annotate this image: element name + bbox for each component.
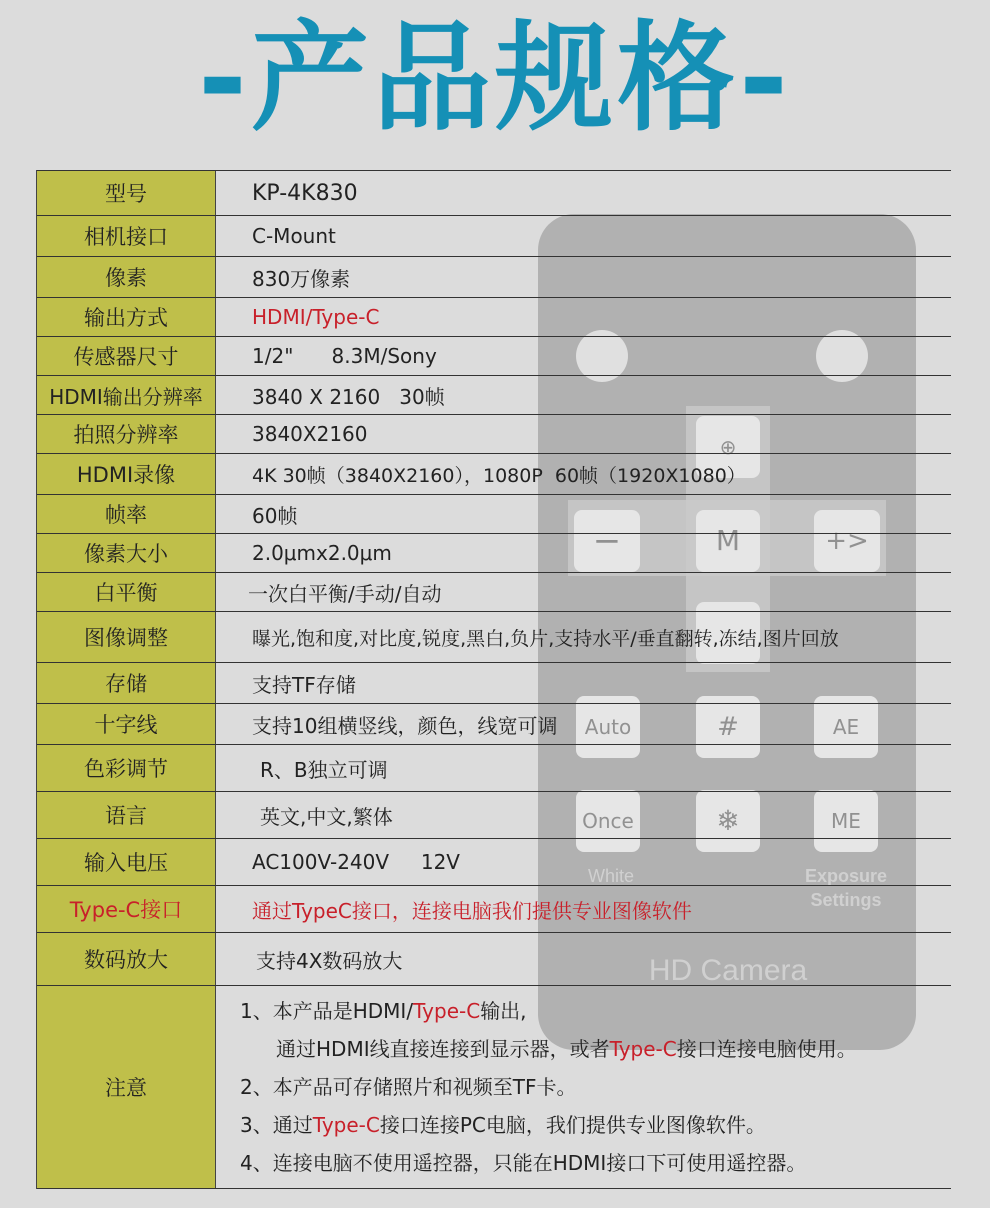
row-value: 英文,中文,繁体 [260, 804, 393, 829]
table-row [37, 886, 951, 933]
row-label: 图像调整 [37, 612, 216, 662]
white-label: White [587, 866, 634, 886]
ae-button: AE [814, 696, 878, 758]
row-label: Type-C接口 [37, 886, 216, 932]
auto-button: Auto [576, 696, 640, 758]
exposure-label: Exposure [804, 866, 888, 886]
row-value: 830万像素 [252, 266, 351, 291]
row-label: 白平衡 [37, 573, 216, 611]
row-label: 型号 [37, 171, 216, 215]
note-line: 2、本产品可存储照片和视频至TF卡。 [240, 1075, 577, 1099]
row-label: 数码放大 [37, 933, 216, 985]
table-row [37, 573, 951, 612]
table-row [37, 170, 951, 216]
row-label: HDMI输出分辨率 [37, 376, 216, 414]
note-line: 4、连接电脑不使用遥控器，只能在HDMI接口下可使用遥控器。 [240, 1151, 807, 1175]
minus-button: − [574, 510, 640, 572]
row-value: HDMI/Type-C [252, 305, 380, 329]
row-label: 输出方式 [37, 298, 216, 336]
table-row [37, 216, 951, 257]
row-value: 2.0μmx2.0μm [252, 541, 392, 565]
table-row [37, 337, 951, 376]
table-row [37, 495, 951, 534]
me-button: ME [814, 790, 878, 852]
row-value: 3840 X 2160 30帧 [252, 384, 445, 409]
notes-content [216, 986, 951, 1188]
table-row [37, 933, 951, 986]
table-row [37, 745, 951, 792]
row-value: 4K 30帧（3840X2160），1080P 60帧（1920X1080） [252, 464, 746, 487]
row-value: AC100V-240V 12V [252, 850, 460, 874]
row-value: 一次白平衡/手动/自动 [248, 581, 442, 606]
once-button: Once [576, 790, 640, 852]
row-value: 支持10组横竖线，颜色，线宽可调 [252, 713, 558, 738]
row-label: 传感器尺寸 [37, 337, 216, 375]
zoom-icon: ⊕ [696, 416, 760, 478]
table-row [37, 415, 951, 454]
table-row [37, 839, 951, 886]
brand-label: HD Camera [648, 954, 808, 987]
table-row [37, 792, 951, 839]
row-value: 通过TypeC接口，连接电脑我们提供专业图像软件 [252, 898, 692, 923]
row-value: 3840X2160 [252, 422, 368, 446]
row-value: 曝光,饱和度,对比度,锐度,黑白,负片,支持水平/垂直翻转,冻结,图片回放 [252, 627, 839, 650]
table-row [37, 663, 951, 704]
row-label: 相机接口 [37, 216, 216, 256]
row-label: HDMI录像 [37, 454, 216, 494]
row-value: 支持4X数码放大 [256, 948, 403, 973]
row-value: 60帧 [252, 503, 298, 528]
row-value: 1/2" 8.3M/Sony [252, 344, 437, 368]
row-label: 十字线 [37, 704, 216, 744]
settings-label: Settings [810, 890, 882, 910]
row-label: 帧率 [37, 495, 216, 533]
crosshair-button: # [696, 696, 760, 758]
row-label: 色彩调节 [37, 745, 216, 791]
table-row [37, 612, 951, 663]
notes-row [37, 986, 951, 1189]
row-value: 支持TF存储 [252, 672, 356, 697]
row-label: 语言 [37, 792, 216, 838]
table-row [37, 534, 951, 573]
row-value: R、B独立可调 [260, 757, 388, 782]
snowflake-icon: ❄ [696, 790, 760, 852]
row-value: C-Mount [252, 224, 336, 248]
table-row [37, 376, 951, 415]
table-row [37, 454, 951, 495]
menu-button: M [696, 510, 760, 572]
notes-label: 注意 [37, 986, 216, 1188]
spec-table [36, 170, 951, 1189]
page-title: -产品规格- [198, 9, 792, 147]
row-label: 存储 [37, 663, 216, 703]
row-label: 像素大小 [37, 534, 216, 572]
plus-button: +> [814, 510, 880, 572]
row-label: 输入电压 [37, 839, 216, 885]
table-row [37, 704, 951, 745]
note-line: 通过HDMI线直接连接到显示器，或者Type-C接口连接电脑使用。 [276, 1037, 857, 1061]
row-label: 拍照分辨率 [37, 415, 216, 453]
note-line: 3、通过Type-C接口连接PC电脑，我们提供专业图像软件。 [240, 1113, 766, 1137]
row-label: 像素 [37, 257, 216, 297]
row-value: KP-4K830 [252, 180, 358, 206]
table-row [37, 257, 951, 298]
table-row [37, 298, 951, 337]
note-line: 1、本产品是HDMI/Type-C输出, [240, 999, 527, 1023]
